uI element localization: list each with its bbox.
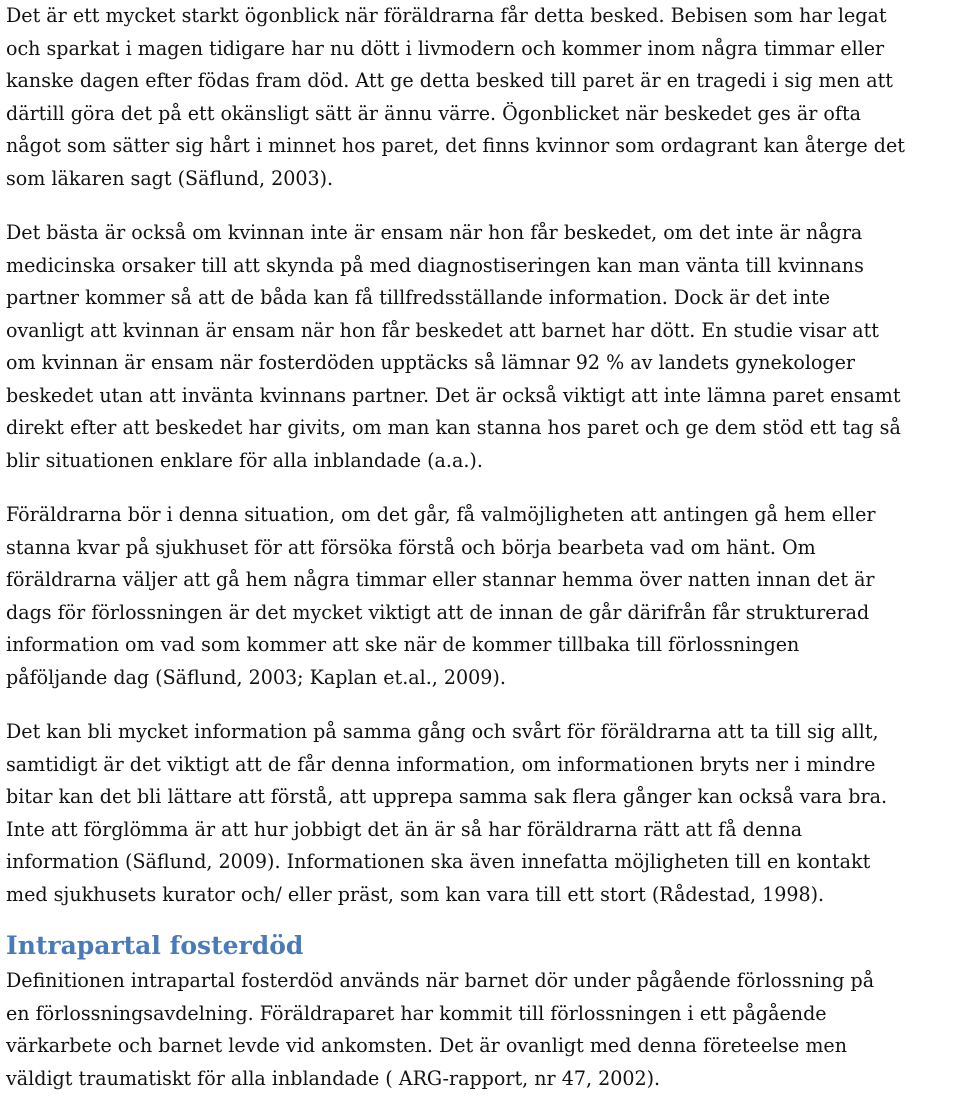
text-line: Det bästa är också om kvinnan inte är ensam när hon får beskedet, om det inte är några [6,221,863,244]
text-line: Det kan bli mycket information på samma gång och svårt för föräldrarna att ta till sig allt, [6,720,879,743]
text-line: Definitionen intrapartal fosterdöd används när barnet dör under pågående förlossning på [6,969,875,992]
document-page [6,0,960,1095]
text-line: kanske dagen efter födas fram död. Att ge detta besked till paret är en tragedi i sig men att [6,69,893,92]
text-line: information om vad som kommer att ske när de kommer tillbaka till förlossningen [6,633,800,656]
text-line: Det är ett mycket starkt ögonblick när föräldrarna får detta besked. Bebisen som har legat [6,4,887,27]
text-line: och sparkat i magen tidigare har nu dött i livmodern och kommer inom några timmar eller [6,36,885,60]
text-line: därtill göra det på ett okänsligt sätt är ännu värre. Ögonblicket när beskedet ges är ofta [6,101,861,125]
text-line: påföljande dag (Säflund, 2003; Kaplan et.al., 2009). [6,665,506,689]
text-line: en förlossningsavdelning. Föräldraparet har kommit till förlossningen i ett pågående [6,1001,827,1025]
paragraph-4 [6,716,960,911]
section-heading: Intrapartal fosterdöd [6,931,304,960]
text-line: Föräldrarna bör i denna situation, om det går, få valmöjligheten att antingen gå hem eller [6,503,876,526]
paragraph-2 [6,217,960,477]
section-paragraph [6,965,960,1095]
text-line: om kvinnan är ensam när fosterdöden upptäcks så lämnar 92 % av landets gynekologer [6,351,856,374]
text-line: med sjukhusets kurator och/ eller präst, som kan vara till ett stort (Rådestad, 1998). [6,882,825,906]
paragraph-1 [6,0,960,195]
text-line: dags för förlossningen är det mycket viktigt att de innan de går därifrån får strukturerad [6,600,870,624]
paragraph-spacer [6,694,960,716]
text-line: stanna kvar på sjukhuset för att försöka förstå och börja bearbeta vad om hänt. Om [6,535,816,559]
text-line: information (Säflund, 2009). Informationen ska även innefatta möjligheten till en kontakt [6,850,871,873]
paragraph-3 [6,499,960,694]
text-line: väldigt traumatiskt för alla inblandade ( ARG-rapport, nr 47, 2002). [6,1066,661,1090]
paragraph-spacer [6,195,960,217]
text-line: Inte att förglömma är att hur jobbigt det än är så har föräldrarna rätt att få denna [6,817,803,841]
text-line: bitar kan det bli lättare att förstå, att upprepa samma sak flera gånger kan också vara bra. [6,785,888,808]
paragraph-spacer [6,911,960,927]
text-line: ovanligt att kvinnan är ensam när hon får beskedet att barnet har dött. En studie visar att [6,318,879,342]
text-line: partner kommer så att de båda kan få tillfredsställande information. Dock är det inte [6,286,831,309]
text-line: direkt efter att beskedet har givits, om man kan stanna hos paret och ge dem stöd ett tag så [6,416,901,439]
text-line: medicinska orsaker till att skynda på med diagnostiseringen kan man vänta till kvinnans [6,253,864,277]
text-line: värkarbete och barnet levde vid ankomsten. Det är ovanligt med denna företeelse men [6,1034,847,1057]
text-line: blir situationen enklare för alla inblandade (a.a.). [6,448,483,472]
text-line: beskedet utan att invänta kvinnans partner. Det är också viktigt att inte lämna paret ensamt [6,383,901,407]
paragraph-spacer [6,477,960,499]
text-line: som läkaren sagt (Säflund, 2003). [6,166,334,190]
text-line: samtidigt är det viktigt att de får denna information, om informationen bryts ner i mindre [6,752,876,776]
text-line: något som sätter sig hårt i minnet hos paret, det finns kvinnor som ordagrant kan återge det [6,134,905,157]
text-line: föräldrarna väljer att gå hem några timmar eller stannar hemma över natten innan det är [6,568,875,591]
